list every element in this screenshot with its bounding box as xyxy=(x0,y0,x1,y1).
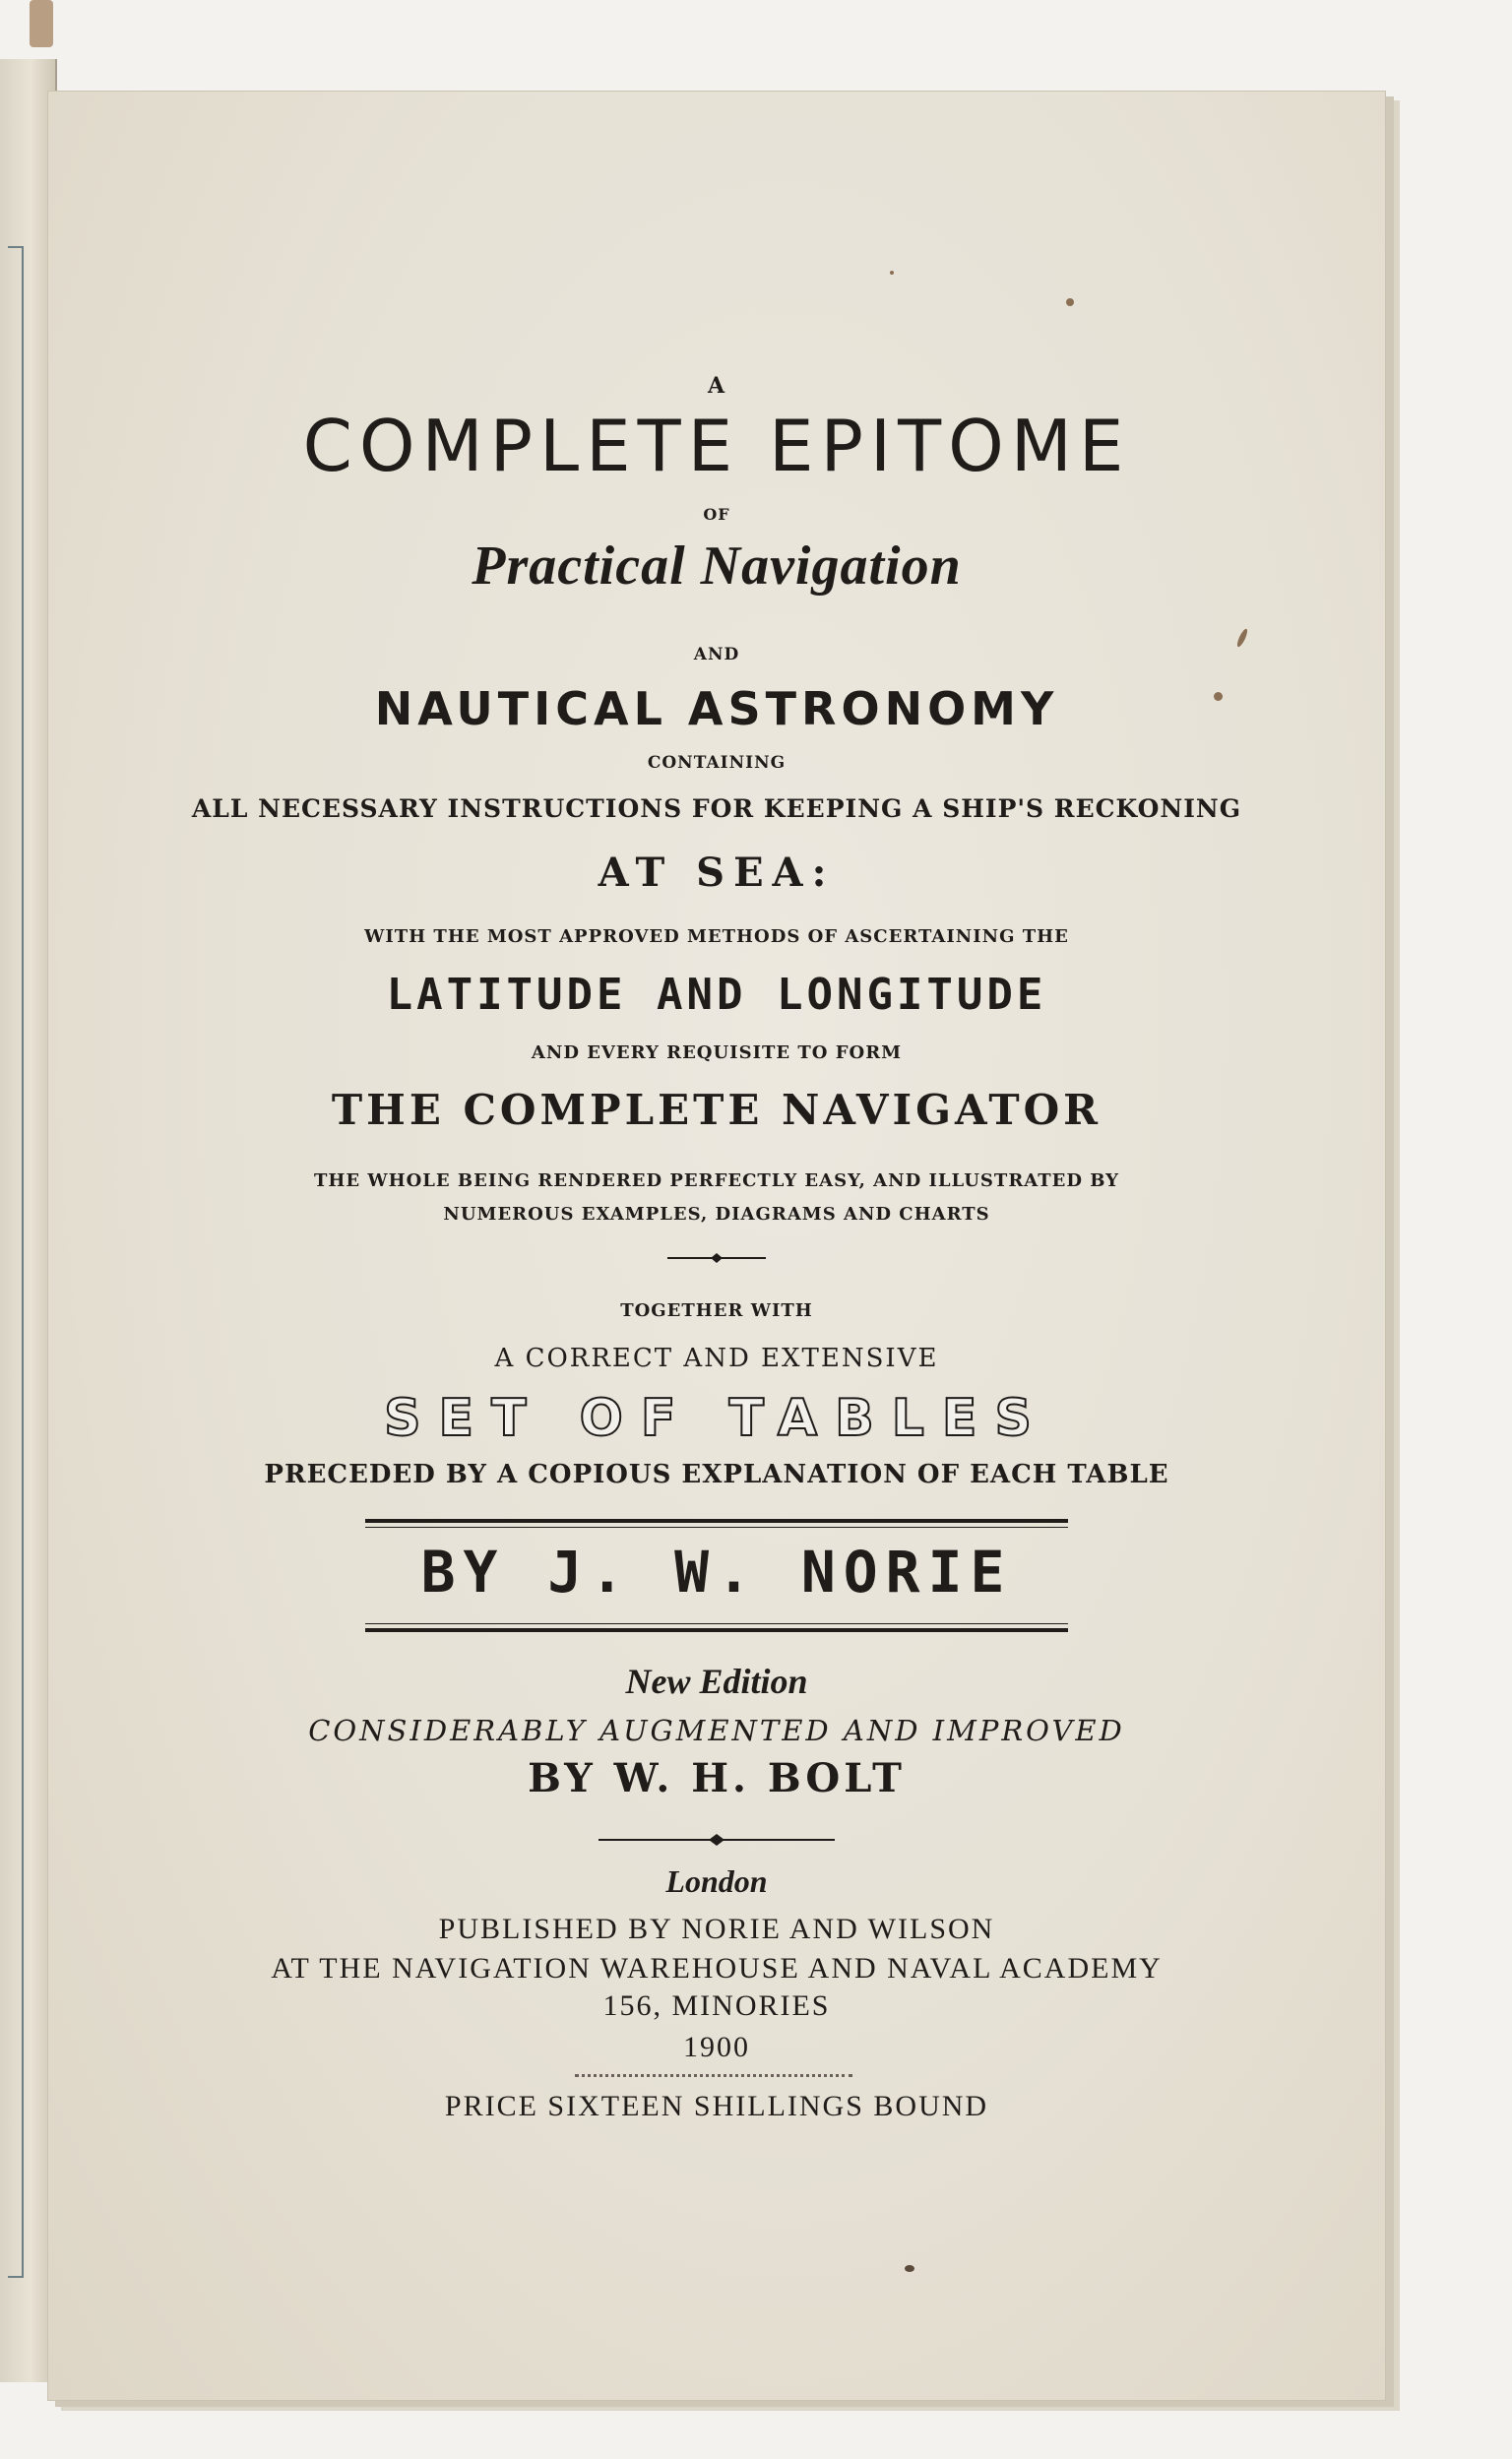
author-rule-top xyxy=(365,1519,1068,1528)
methods-line: WITH THE MOST APPROVED METHODS OF ASCERTAINING THE xyxy=(364,926,1069,947)
city-line: London xyxy=(665,1863,768,1899)
nautical-astronomy-heading: NAUTICAL ASTRONOMY xyxy=(374,682,1059,735)
requisite-line: AND EVERY REQUISITE TO FORM xyxy=(531,1042,903,1063)
augmented-line: CONSIDERABLY AUGMENTED AND IMPROVED xyxy=(308,1714,1125,1747)
price-line: PRICE SIXTEEN SHILLINGS BOUND xyxy=(444,2090,989,2122)
together-with-line: TOGETHER WITH xyxy=(620,1300,813,1321)
reviser-line: BY W. H. BOLT xyxy=(528,1755,906,1801)
address-line-2: 156, MINORIES xyxy=(602,1989,831,2022)
ornament-divider xyxy=(667,1251,766,1265)
practical-navigation-heading: Practical Navigation xyxy=(472,536,962,597)
latitude-longitude-heading: LATITUDE AND LONGITUDE xyxy=(386,970,1047,1020)
foxing-spot xyxy=(905,2265,914,2272)
author-rule-bottom xyxy=(365,1623,1068,1632)
foxing-spot xyxy=(1066,298,1074,306)
year-line: 1900 xyxy=(683,2031,750,2063)
author-line: BY J. W. NORIE xyxy=(420,1539,1013,1606)
publisher-line: PUBLISHED BY NORIE AND WILSON xyxy=(438,1913,995,1945)
whole-line-1: THE WHOLE BEING RENDERED PERFECTLY EASY, AND ILLUSTRATED BY xyxy=(313,1170,1119,1191)
containing-label: CONTAINING xyxy=(647,753,787,773)
instructions-line: ALL NECESSARY INSTRUCTIONS FOR KEEPING A SHIP'S RECKONING xyxy=(191,794,1242,823)
title-page xyxy=(47,91,1386,2401)
new-edition-line: New Edition xyxy=(625,1662,808,1701)
preceded-by-line: PRECEDED BY A COPIOUS EXPLANATION OF EACH TABLE xyxy=(264,1460,1169,1489)
title-article: A xyxy=(707,373,726,399)
correct-extensive-line: A CORRECT AND EXTENSIVE xyxy=(494,1344,939,1373)
previous-page-border xyxy=(8,246,24,2278)
binding-thread xyxy=(30,0,53,47)
whole-line-2: NUMEROUS EXAMPLES, DIAGRAMS AND CHARTS xyxy=(443,1204,990,1225)
address-line-1: AT THE NAVIGATION WAREHOUSE AND NAVAL ACADEMY xyxy=(271,1952,1163,1985)
price-rule xyxy=(575,2074,852,2077)
set-of-tables-heading: SET OF TABLES xyxy=(384,1389,1049,1448)
title-of: OF xyxy=(703,505,730,524)
main-title: COMPLETE EPITOME xyxy=(302,405,1131,487)
ornament-divider-2 xyxy=(598,1832,835,1848)
title-and: AND xyxy=(693,645,740,664)
complete-navigator-heading: THE COMPLETE NAVIGATOR xyxy=(331,1086,1102,1134)
foxing-spot xyxy=(890,271,894,275)
at-sea-heading: AT SEA: xyxy=(598,850,836,896)
